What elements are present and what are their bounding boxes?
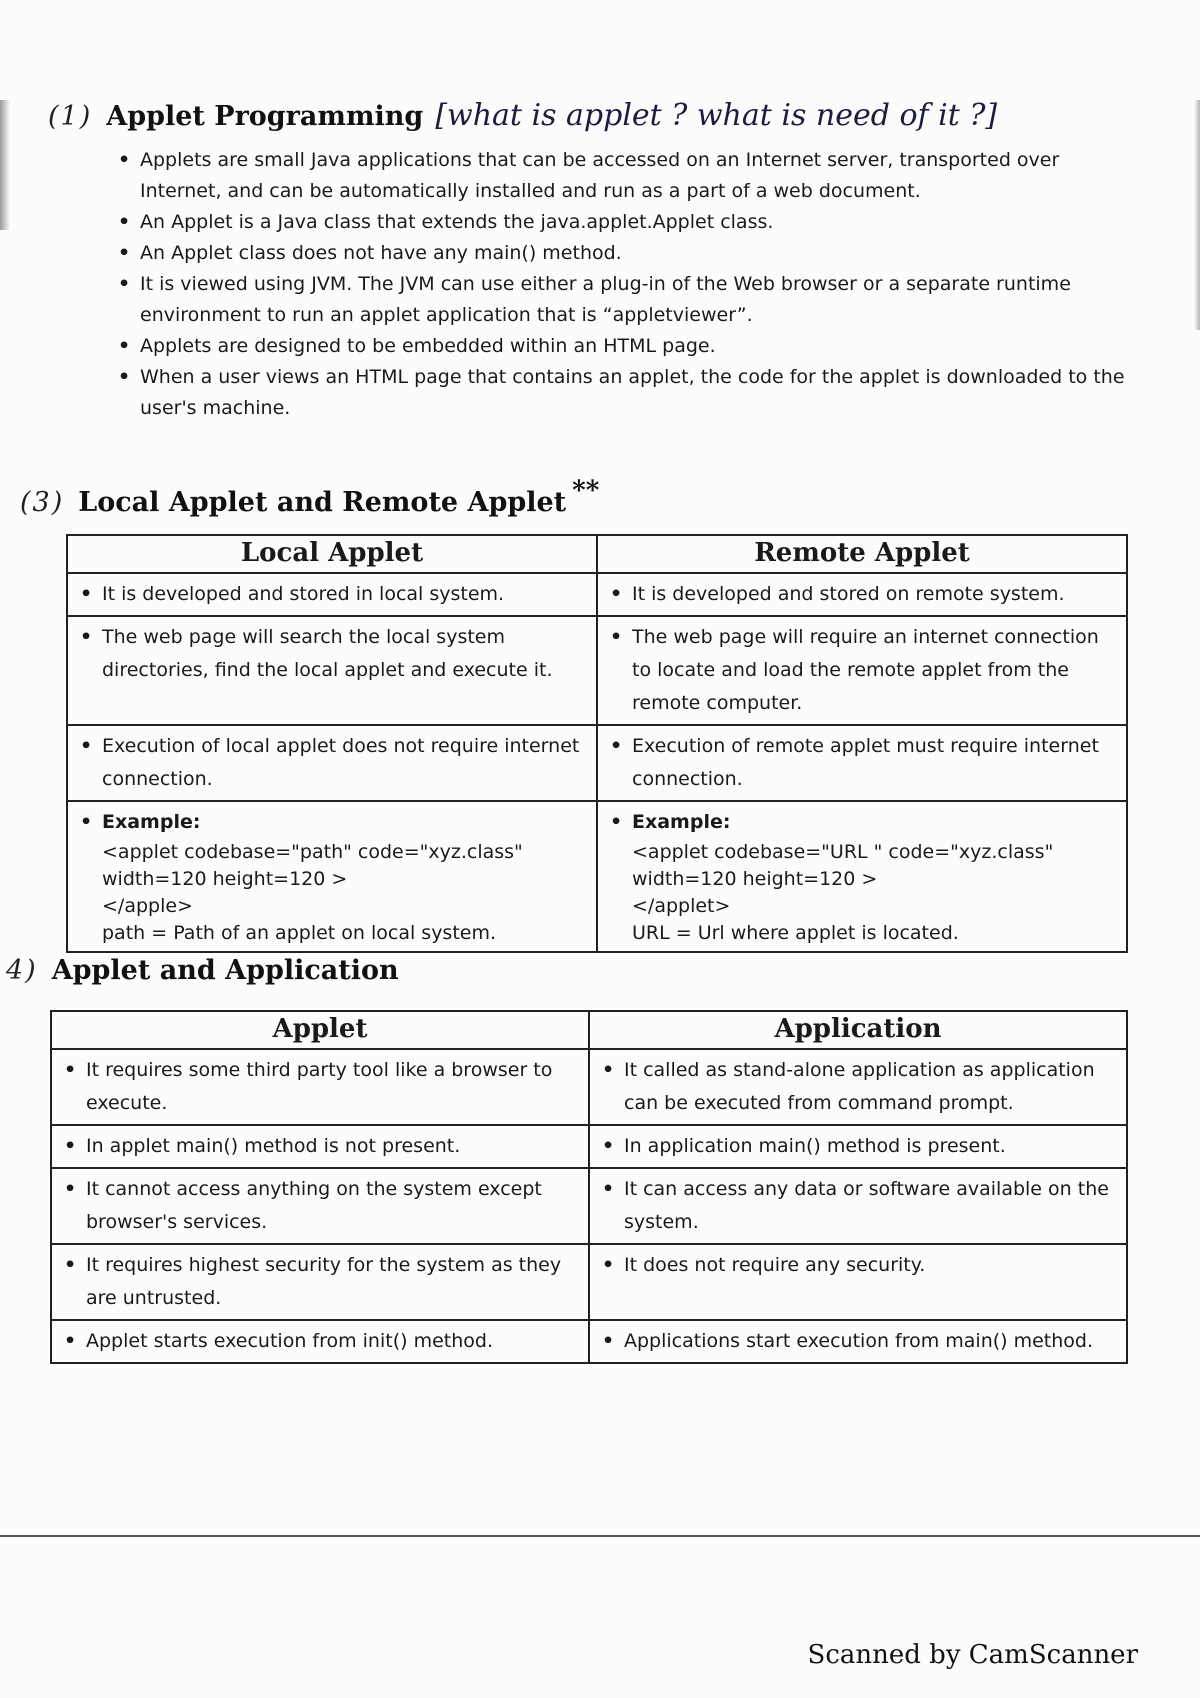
table-cell <box>51 1320 589 1363</box>
cell-text: • In applet main() method is not present. <box>64 1130 576 1163</box>
cell-text: • It is developed and stored in local system. <box>80 578 584 611</box>
cell-text: • It is developed and stored on remote system. <box>610 578 1114 611</box>
column-header-remote: Remote Applet <box>597 535 1127 573</box>
example-label: Example: <box>102 811 201 833</box>
example-block-remote <box>610 806 1114 947</box>
section-title: Applet and Application <box>51 955 399 986</box>
table-cell <box>597 801 1127 952</box>
section-title: Local Applet and Remote Applet <box>78 487 567 518</box>
cell-text: • Applications start execution from main() method. <box>602 1325 1114 1358</box>
example-code-line: </apple> <box>102 895 193 917</box>
section-applet-programming-heading <box>48 98 997 133</box>
scan-edge-line <box>0 1535 1200 1537</box>
table-header-row <box>51 1011 1127 1049</box>
table-row <box>67 725 1127 801</box>
column-header-application: Application <box>589 1011 1127 1049</box>
table-row <box>51 1168 1127 1244</box>
table-cell <box>51 1125 589 1168</box>
column-header-applet: Applet <box>51 1011 589 1049</box>
table-cell <box>51 1049 589 1125</box>
cell-text: • In application main() method is present. <box>602 1130 1114 1163</box>
list-item: • Applets are designed to be embedded within an HTML page. <box>118 331 1128 362</box>
applet-bullet-list <box>118 145 1128 424</box>
example-label: Example: <box>632 811 731 833</box>
column-header-local: Local Applet <box>67 535 597 573</box>
example-code-line: </applet> <box>632 895 731 917</box>
list-item: • When a user views an HTML page that contains an applet, the code for the applet is downloaded to the user's machine. <box>118 362 1128 424</box>
table-cell <box>589 1168 1127 1244</box>
cell-text: • Execution of remote applet must require internet connection. <box>610 730 1114 796</box>
list-item: • An Applet class does not have any main() method. <box>118 238 1128 269</box>
example-code-line: width=120 height=120 > <box>632 868 878 890</box>
table-cell <box>597 725 1127 801</box>
example-code-line: URL = Url where applet is located. <box>632 922 959 944</box>
section-local-remote-heading <box>20 476 599 518</box>
table-cell <box>67 573 597 616</box>
scan-edge-shadow <box>1194 100 1200 330</box>
table-cell <box>51 1244 589 1320</box>
table-cell <box>67 616 597 725</box>
cell-text: • It requires some third party tool like a browser to execute. <box>64 1054 576 1120</box>
table-cell <box>589 1244 1127 1320</box>
cell-text: • It cannot access anything on the system except browser's services. <box>64 1173 576 1239</box>
cell-text: • It called as stand-alone application as application can be executed from command prompt. <box>602 1054 1114 1120</box>
scan-edge-shadow <box>0 100 10 230</box>
local-remote-table <box>66 534 1128 953</box>
example-code-line: <applet codebase="URL " code="xyz.class" <box>632 841 1054 863</box>
example-code-line: path = Path of an applet on local system. <box>102 922 497 944</box>
handwritten-note: [what is applet ? what is need of it ?] <box>435 98 998 133</box>
cell-text: • Applet starts execution from init() method. <box>64 1325 576 1358</box>
section-number: 4) <box>6 955 38 986</box>
table-cell <box>67 725 597 801</box>
table-row <box>51 1049 1127 1125</box>
example-code-line: width=120 height=120 > <box>102 868 348 890</box>
section-number: (1) <box>48 101 93 132</box>
list-item: • Applets are small Java applications that can be accessed on an Internet server, transported over Internet, and can be automatically installed and run as a part of a web document. <box>118 145 1128 207</box>
table-row <box>51 1125 1127 1168</box>
table-cell <box>597 616 1127 725</box>
table-cell <box>67 801 597 952</box>
list-item: • An Applet is a Java class that extends the java.applet.Applet class. <box>118 207 1128 238</box>
table-header-row <box>67 535 1127 573</box>
table-row-example <box>67 801 1127 952</box>
section-title: Applet Programming <box>106 101 424 132</box>
table-row <box>67 616 1127 725</box>
table-cell <box>597 573 1127 616</box>
table-cell <box>589 1125 1127 1168</box>
cell-text: • It requires highest security for the system as they are untrusted. <box>64 1249 576 1315</box>
list-item: • It is viewed using JVM. The JVM can use either a plug-in of the Web browser or a separate runtime environment to run an applet application that is “appletviewer”. <box>118 269 1128 331</box>
table-row <box>51 1320 1127 1363</box>
table-cell <box>589 1049 1127 1125</box>
cell-text: • The web page will search the local system directories, find the local applet and execute it. <box>80 621 584 687</box>
table-row <box>51 1244 1127 1320</box>
applet-application-table <box>50 1010 1128 1364</box>
table-cell <box>51 1168 589 1244</box>
cell-text: • It can access any data or software available on the system. <box>602 1173 1114 1239</box>
table-row <box>67 573 1127 616</box>
importance-stars: ** <box>572 476 600 506</box>
example-code-line: <applet codebase="path" code="xyz.class" <box>102 841 523 863</box>
cell-text: • It does not require any security. <box>602 1249 1114 1282</box>
section-applet-application-heading <box>6 955 399 986</box>
camscanner-watermark: Scanned by CamScanner <box>807 1640 1138 1670</box>
section-number: (3) <box>20 487 65 518</box>
cell-text: • Execution of local applet does not require internet connection. <box>80 730 584 796</box>
table-cell <box>589 1320 1127 1363</box>
example-block-local <box>80 806 584 947</box>
cell-text: • The web page will require an internet connection to locate and load the remote applet from the remote computer. <box>610 621 1114 720</box>
